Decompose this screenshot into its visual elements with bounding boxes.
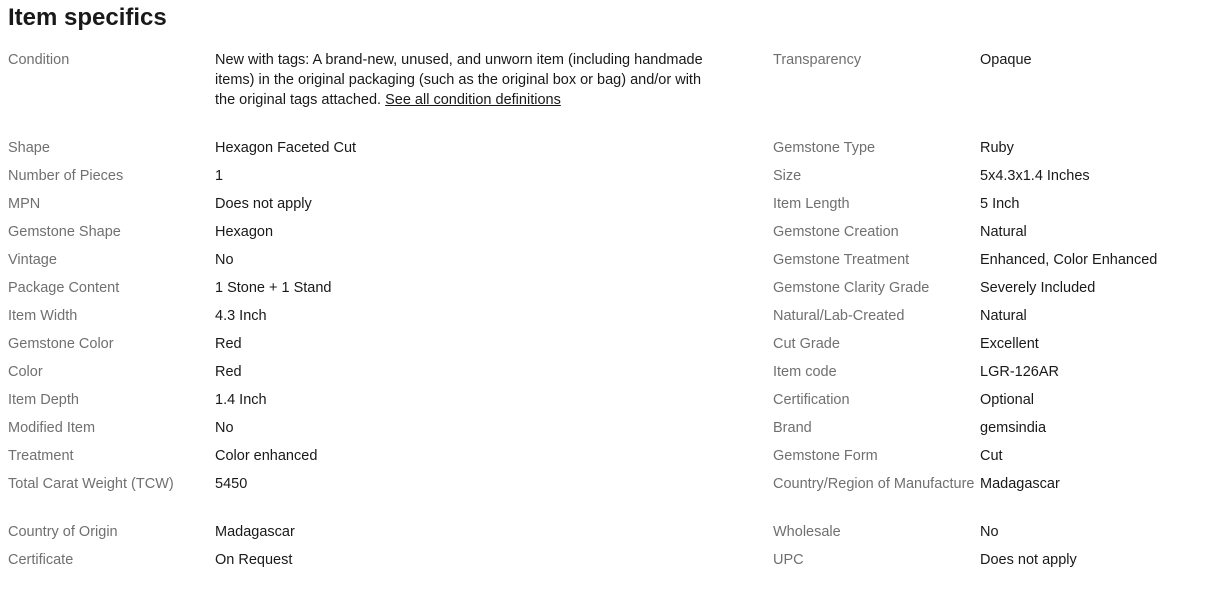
spec-row [8, 222, 1208, 250]
spec-label-certification: Certification [773, 392, 850, 408]
spec-value-wholesale: No [980, 524, 999, 540]
spec-label-package-content: Package Content [8, 280, 120, 296]
spec-value-item-width: 4.3 Inch [215, 308, 267, 324]
spec-value-gemstone-form: Cut [980, 448, 1003, 464]
spec-value-gemstone-clarity-grade: Severely Included [980, 280, 1096, 296]
spec-value-package-content: 1 Stone + 1 Stand [215, 280, 332, 296]
spec-label-transparency: Transparency [773, 52, 862, 68]
spec-row [8, 522, 1208, 550]
spec-row [8, 278, 1208, 306]
spec-label-size: Size [773, 168, 802, 184]
spec-value-item-code: LGR-126AR [980, 364, 1059, 380]
spec-row [8, 50, 1208, 138]
spec-row [8, 446, 1208, 474]
spec-row [8, 194, 1208, 222]
spec-row [8, 362, 1208, 390]
spec-row [8, 250, 1208, 278]
spec-value-cut-grade: Excellent [980, 336, 1039, 352]
spec-label-gemstone-form: Gemstone Form [773, 448, 878, 464]
condition-description: New with tags: A brand-new, unused, and unworn item (including handmade items) in the original packaging (such as the original box or bag) and/or with the original tags attached. [215, 52, 703, 108]
spec-value-natural-lab-created: Natural [980, 308, 1027, 324]
spec-value-gemstone-color: Red [215, 336, 242, 352]
spec-label-vintage: Vintage [8, 252, 57, 268]
item-specifics-grid [8, 50, 1208, 578]
spec-value-item-length: 5 Inch [980, 196, 1020, 212]
spec-value-shape: Hexagon Faceted Cut [215, 140, 357, 156]
spec-row [8, 138, 1208, 166]
spec-value-country-of-origin: Madagascar [215, 524, 295, 540]
spec-label-gemstone-treatment: Gemstone Treatment [773, 252, 910, 268]
spec-value-treatment: Color enhanced [215, 448, 318, 464]
spec-value-size: 5x4.3x1.4 Inches [980, 168, 1090, 184]
spec-row [8, 550, 1208, 578]
spec-label-cut-grade: Cut Grade [773, 336, 840, 352]
spec-label-treatment: Treatment [8, 448, 74, 464]
spec-value-country-region-of-manufacture: Madagascar [980, 476, 1060, 492]
spec-value-vintage: No [215, 252, 234, 268]
spec-label-number-of-pieces: Number of Pieces [8, 168, 124, 184]
spec-label-certificate: Certificate [8, 552, 74, 568]
spec-label-condition: Condition [8, 52, 70, 68]
spec-value-gemstone-creation: Natural [980, 224, 1027, 240]
spec-label-color: Color [8, 364, 43, 380]
spec-label-country-region-of-manufacture: Country/Region of Manufacture [773, 476, 975, 492]
spec-label-upc: UPC [773, 552, 804, 568]
spec-label-modified-item: Modified Item [8, 420, 96, 436]
see-all-condition-definitions-link[interactable]: See all condition definitions [385, 92, 561, 108]
spec-row [8, 306, 1208, 334]
spec-row [8, 334, 1208, 362]
spec-label-mpn: MPN [8, 196, 41, 212]
spec-value-gemstone-shape: Hexagon [215, 224, 274, 240]
spec-value-gemstone-type: Ruby [980, 140, 1014, 156]
spec-value-brand: gemsindia [980, 420, 1047, 436]
spec-label-brand: Brand [773, 420, 812, 436]
spec-label-country-of-origin: Country of Origin [8, 524, 118, 540]
spec-label-gemstone-color: Gemstone Color [8, 336, 114, 352]
spec-label-item-depth: Item Depth [8, 392, 79, 408]
spec-value-upc: Does not apply [980, 552, 1077, 568]
spec-label-item-length: Item Length [773, 196, 850, 212]
spec-row [8, 418, 1208, 446]
spec-value-total-carat-weight: 5450 [215, 476, 248, 492]
spec-value-modified-item: No [215, 420, 234, 436]
spec-label-gemstone-type: Gemstone Type [773, 140, 876, 156]
spec-label-gemstone-clarity-grade: Gemstone Clarity Grade [773, 280, 930, 296]
spec-label-shape: Shape [8, 140, 50, 156]
spec-label-natural-lab-created: Natural/Lab-Created [773, 308, 905, 324]
spec-value-condition [215, 50, 773, 138]
spec-row [8, 390, 1208, 418]
spec-label-gemstone-creation: Gemstone Creation [773, 224, 899, 240]
spec-row [8, 474, 1208, 522]
spec-value-number-of-pieces: 1 [215, 168, 224, 184]
section-title: Item specifics [8, 4, 167, 31]
spec-value-mpn: Does not apply [215, 196, 312, 212]
spec-value-gemstone-treatment: Enhanced, Color Enhanced [980, 252, 1158, 268]
spec-value-color: Red [215, 364, 242, 380]
spec-value-certificate: On Request [215, 552, 293, 568]
spec-value-certification: Optional [980, 392, 1035, 408]
spec-label-gemstone-shape: Gemstone Shape [8, 224, 121, 240]
spec-label-item-width: Item Width [8, 308, 78, 324]
spec-label-wholesale: Wholesale [773, 524, 841, 540]
spec-row [8, 166, 1208, 194]
spec-label-item-code: Item code [773, 364, 837, 380]
spec-label-total-carat-weight: Total Carat Weight (TCW) [8, 476, 174, 492]
spec-value-item-depth: 1.4 Inch [215, 392, 267, 408]
spec-value-transparency: Opaque [980, 52, 1032, 68]
